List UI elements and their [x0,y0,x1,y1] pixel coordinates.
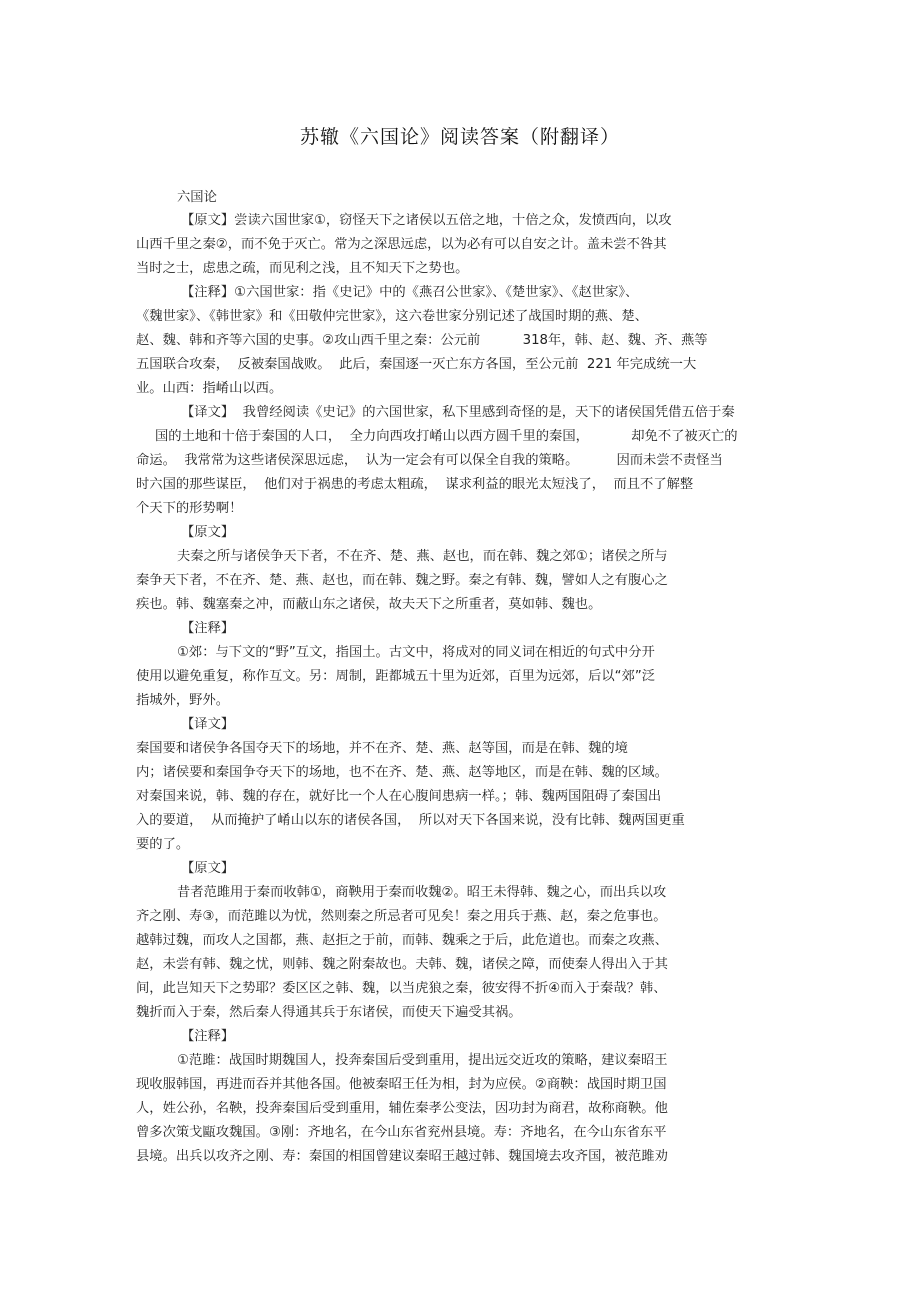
text-line: 个天下的形势啊！ [136,501,243,516]
text-line: 五国联合攻秦， 反被秦国战败。 此后，秦国逐一灭亡东方各国，至公元前 221 年完成统一大 [136,357,697,372]
section-label: 【注释】 [181,1029,235,1044]
section-label: 【原文】 [181,861,235,876]
text-line: 【译文】 我曾经阅读《史记》的六国世家，私下里感到奇怪的是，天下的诸侯国凭借五倍于秦 [181,405,735,420]
document-title: 苏辙《六国论》阅读答案（附翻译） [299,126,620,148]
text-line: 现收服韩国，再进而吞并其他各国。他被秦昭王任为相，封为应侯。②商鞅：战国时期卫国 [136,1077,667,1092]
text-line: 秦争天下者，不在齐、楚、燕、赵也，而在韩、魏之野。秦之有韩、魏，譬如人之有腹心之 [136,573,668,588]
text-line: 使用以避免重复，称作互文。另：周制，距都城五十里为近郊，百里为远郊，后以“郊”泛 [136,669,656,684]
text-line: ①范雎：战国时期魏国人，投奔秦国后受到重用，提出远交近攻的策略，建议秦昭王 [177,1053,668,1068]
text-line: 秦国要和诸侯争各国夺天下的场地，并不在齐、楚、燕、赵等国，而是在韩、魏的境 [136,741,628,756]
text-line: 人，姓公孙，名鞅，投奔秦国后受到重用，辅佐秦孝公变法，因功封为商君，故称商鞅。他 [136,1101,668,1116]
text-line: 山西千里之秦②，而不免于灭亡。常为之深思远虑，以为必有可以自安之计。盖未尝不咎其 [136,237,667,252]
section-label: 【注释】 [181,621,235,636]
text-line: 齐之刚、寿③，而范雎以为忧，然则秦之所忌者可见矣！秦之用兵于燕、赵，秦之危事也。 [136,909,667,924]
section-label: 【译文】 [181,717,235,732]
text-line: 疾也。韩、魏塞秦之冲，而蔽山东之诸侯，故夫天下之所重者，莫如韩、魏也。 [136,597,602,612]
text-line: 曾多次策戈甌攻魏国。③刚：齐地名，在今山东省兖州县境。寿：齐地名，在今山东省东平 [136,1125,667,1140]
text-line: 业。山西：指崤山以西。 [136,381,283,396]
text-line: ①郊：与下文的“野”互文，指国土。古文中，将成对的同义词在相近的句式中分开 [177,645,655,660]
text-line: 入的要道， 从而掩护了崤山以东的诸侯各国， 所以对天下各国来说，没有比韩、魏两国更重 [136,813,685,828]
text-line: 六国论 [177,190,217,205]
text-line: 要的了。 [136,837,190,852]
text-line: 【注释】①六国世家：指《史记》中的《燕召公世家》、《楚世家》、《赵世家》、 [181,285,639,300]
text-line: 《魏世家》、《韩世家》和《田敬仲完世家》，这六卷世家分别记述了战国时期的燕、楚、 [136,309,648,324]
text-line: 内；诸侯要和秦国争夺天下的场地，也不在齐、楚、燕、赵等地区，而是在韩、魏的区域。 [136,765,668,780]
text-line: 魏折而入于秦，然后秦人得通其兵于东诸侯，而使天下遍受其祸。 [136,1005,522,1020]
text-line: 赵、魏、韩和齐等六国的史事。②攻山西千里之秦：公元前 318年，韩、赵、魏、齐、燕等 [136,333,708,348]
text-line: 昔者范雎用于秦而收韩①，商鞅用于秦而收魏②。昭王未得韩、魏之心，而出兵以攻 [177,885,667,900]
text-line: 国的土地和十倍于秦国的人口， 全力向西攻打崤山以西方圆千里的秦国， 却免不了被灭亡的 [155,429,738,444]
text-line: 越韩过魏，而攻人之国都，燕、赵拒之于前，而韩、魏乘之于后，此危道也。而秦之攻燕、 [136,933,668,948]
text-line: 县境。出兵以攻齐之刚、寿：秦国的相国曾建议秦昭王越过韩、魏国境去攻齐国，被范雎劝 [136,1149,668,1164]
text-line: 当时之士，虑患之疏，而见利之浅，且不知天下之势也。 [136,261,469,276]
text-line: 命运。 我常常为这些诸侯深思远虑， 认为一定会有可以保全自我的策略。 因而未尝不责怪当 [136,453,723,468]
text-line: 夫秦之所与诸侯争天下者，不在齐、楚、燕、赵也，而在韩、魏之郊①；诸侯之所与 [177,549,668,564]
text-line: 间，此岂知天下之势耶？委区区之韩、魏，以当虎狼之秦，彼安得不折④而入于秦哉？韩、 [136,981,667,996]
text-line: 【原文】尝读六国世家①，窃怪天下之诸侯以五倍之地，十倍之众，发愤西向，以攻 [181,213,672,228]
section-label: 【原文】 [181,525,235,540]
text-line: 时六国的那些谋臣， 他们对于祸患的考虑太粗疏， 谋求利益的眼光太短浅了， 而且不了解整 [136,477,694,492]
text-line: 对秦国来说，韩、魏的存在，就好比一个人在心腹间患病一样。；韩、魏两国阻碍了秦国出 [136,789,662,804]
text-line: 赵，未尝有韩、魏之忧，则韩、魏之附秦故也。夫韩、魏，诸侯之障，而使秦人得出入于其 [136,957,668,972]
text-line: 指城外，野外。 [136,693,230,708]
